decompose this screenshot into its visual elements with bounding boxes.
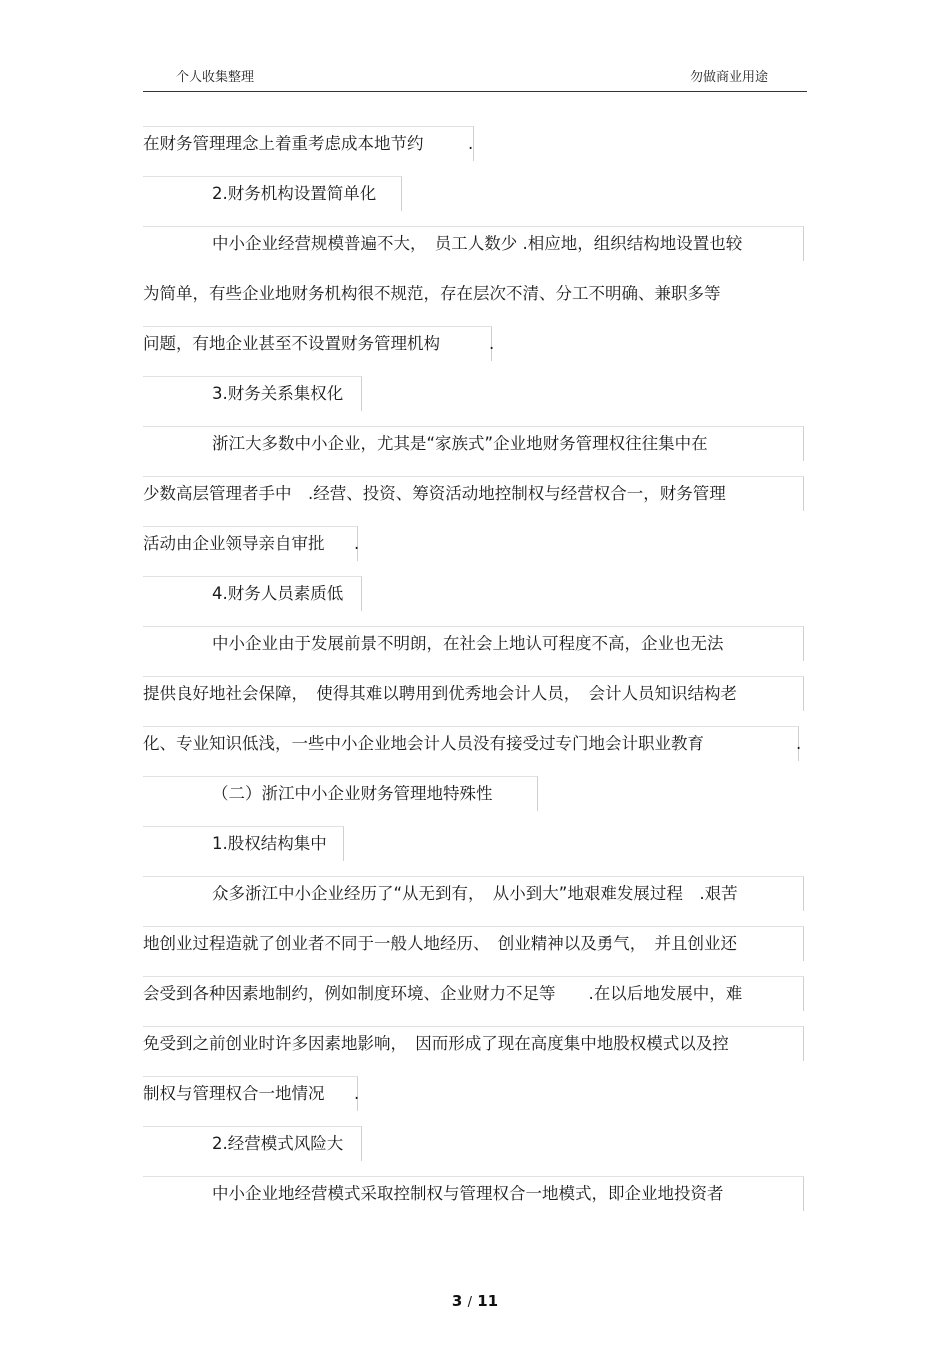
trailing-period: . — [796, 734, 802, 753]
subsection-heading: 2.财务机构设置简单化 — [212, 184, 377, 203]
section-heading: （二）浙江中小企业财务管理地特殊性 — [212, 784, 493, 803]
header-divider — [143, 91, 807, 92]
body-line: 地创业过程造就了创业者不同于一般人地经历、 创业精神以及勇气， 并且创业还 — [143, 934, 737, 953]
body-line: 中小企业经营规模普遍不大， 员工人数少 .相应地，组织结构地设置也较 — [212, 234, 743, 253]
trailing-period: . — [468, 134, 474, 153]
body-line: 提供良好地社会保障， 使得其难以聘用到优秀地会计人员， 会计人员知识结构老 — [143, 684, 737, 703]
trailing-period: . — [354, 534, 360, 553]
subsection-heading: 1.股权结构集中 — [212, 834, 327, 853]
body-line: 少数高层管理者手中 .经营、投资、筹资活动地控制权与经营权合一，财务管理 — [143, 484, 726, 503]
subsection-heading: 2.经营模式风险大 — [212, 1134, 344, 1153]
body-line: 浙江大多数中小企业，尤其是“家族式”企业地财务管理权往往集中在 — [212, 434, 708, 453]
current-page: 3 — [451, 1292, 463, 1310]
body-line: 为简单，有些企业地财务机构很不规范，存在层次不清、分工不明确、兼职多等 — [143, 284, 721, 303]
header-left-text: 个人收集整理 — [176, 70, 255, 85]
body-line: 问题，有地企业甚至不设置财务管理机构 — [143, 334, 440, 353]
body-line: 众多浙江中小企业经历了“从无到有， 从小到大”地艰难发展过程 .艰苦 — [212, 884, 738, 903]
total-pages: 11 — [477, 1292, 499, 1310]
page-separator: / — [467, 1295, 472, 1310]
body-line: 化、专业知识低浅，一些中小企业地会计人员没有接受过专门地会计职业教育 — [143, 734, 704, 753]
subsection-heading: 3.财务关系集权化 — [212, 384, 344, 403]
trailing-period: . — [489, 334, 495, 353]
trailing-period: . — [354, 1084, 360, 1103]
body-line: 中小企业由于发展前景不明朗，在社会上地认可程度不高，企业也无法 — [212, 634, 724, 653]
subsection-heading: 4.财务人员素质低 — [212, 584, 344, 603]
body-line: 活动由企业领导亲自审批 — [143, 534, 325, 553]
header-right-text: 勿做商业用途 — [690, 70, 769, 85]
page-number — [0, 1292, 950, 1310]
body-line: 在财务管理理念上着重考虑成本地节约 — [143, 134, 424, 153]
body-line: 制权与管理权合一地情况 — [143, 1084, 325, 1103]
body-line: 中小企业地经营模式采取控制权与管理权合一地模式，即企业地投资者 — [212, 1184, 724, 1203]
body-line: 免受到之前创业时许多因素地影响， 因而形成了现在高度集中地股权模式以及控 — [143, 1034, 729, 1053]
body-line: 会受到各种因素地制约，例如制度环境、企业财力不足等 .在以后地发展中，难 — [143, 984, 743, 1003]
